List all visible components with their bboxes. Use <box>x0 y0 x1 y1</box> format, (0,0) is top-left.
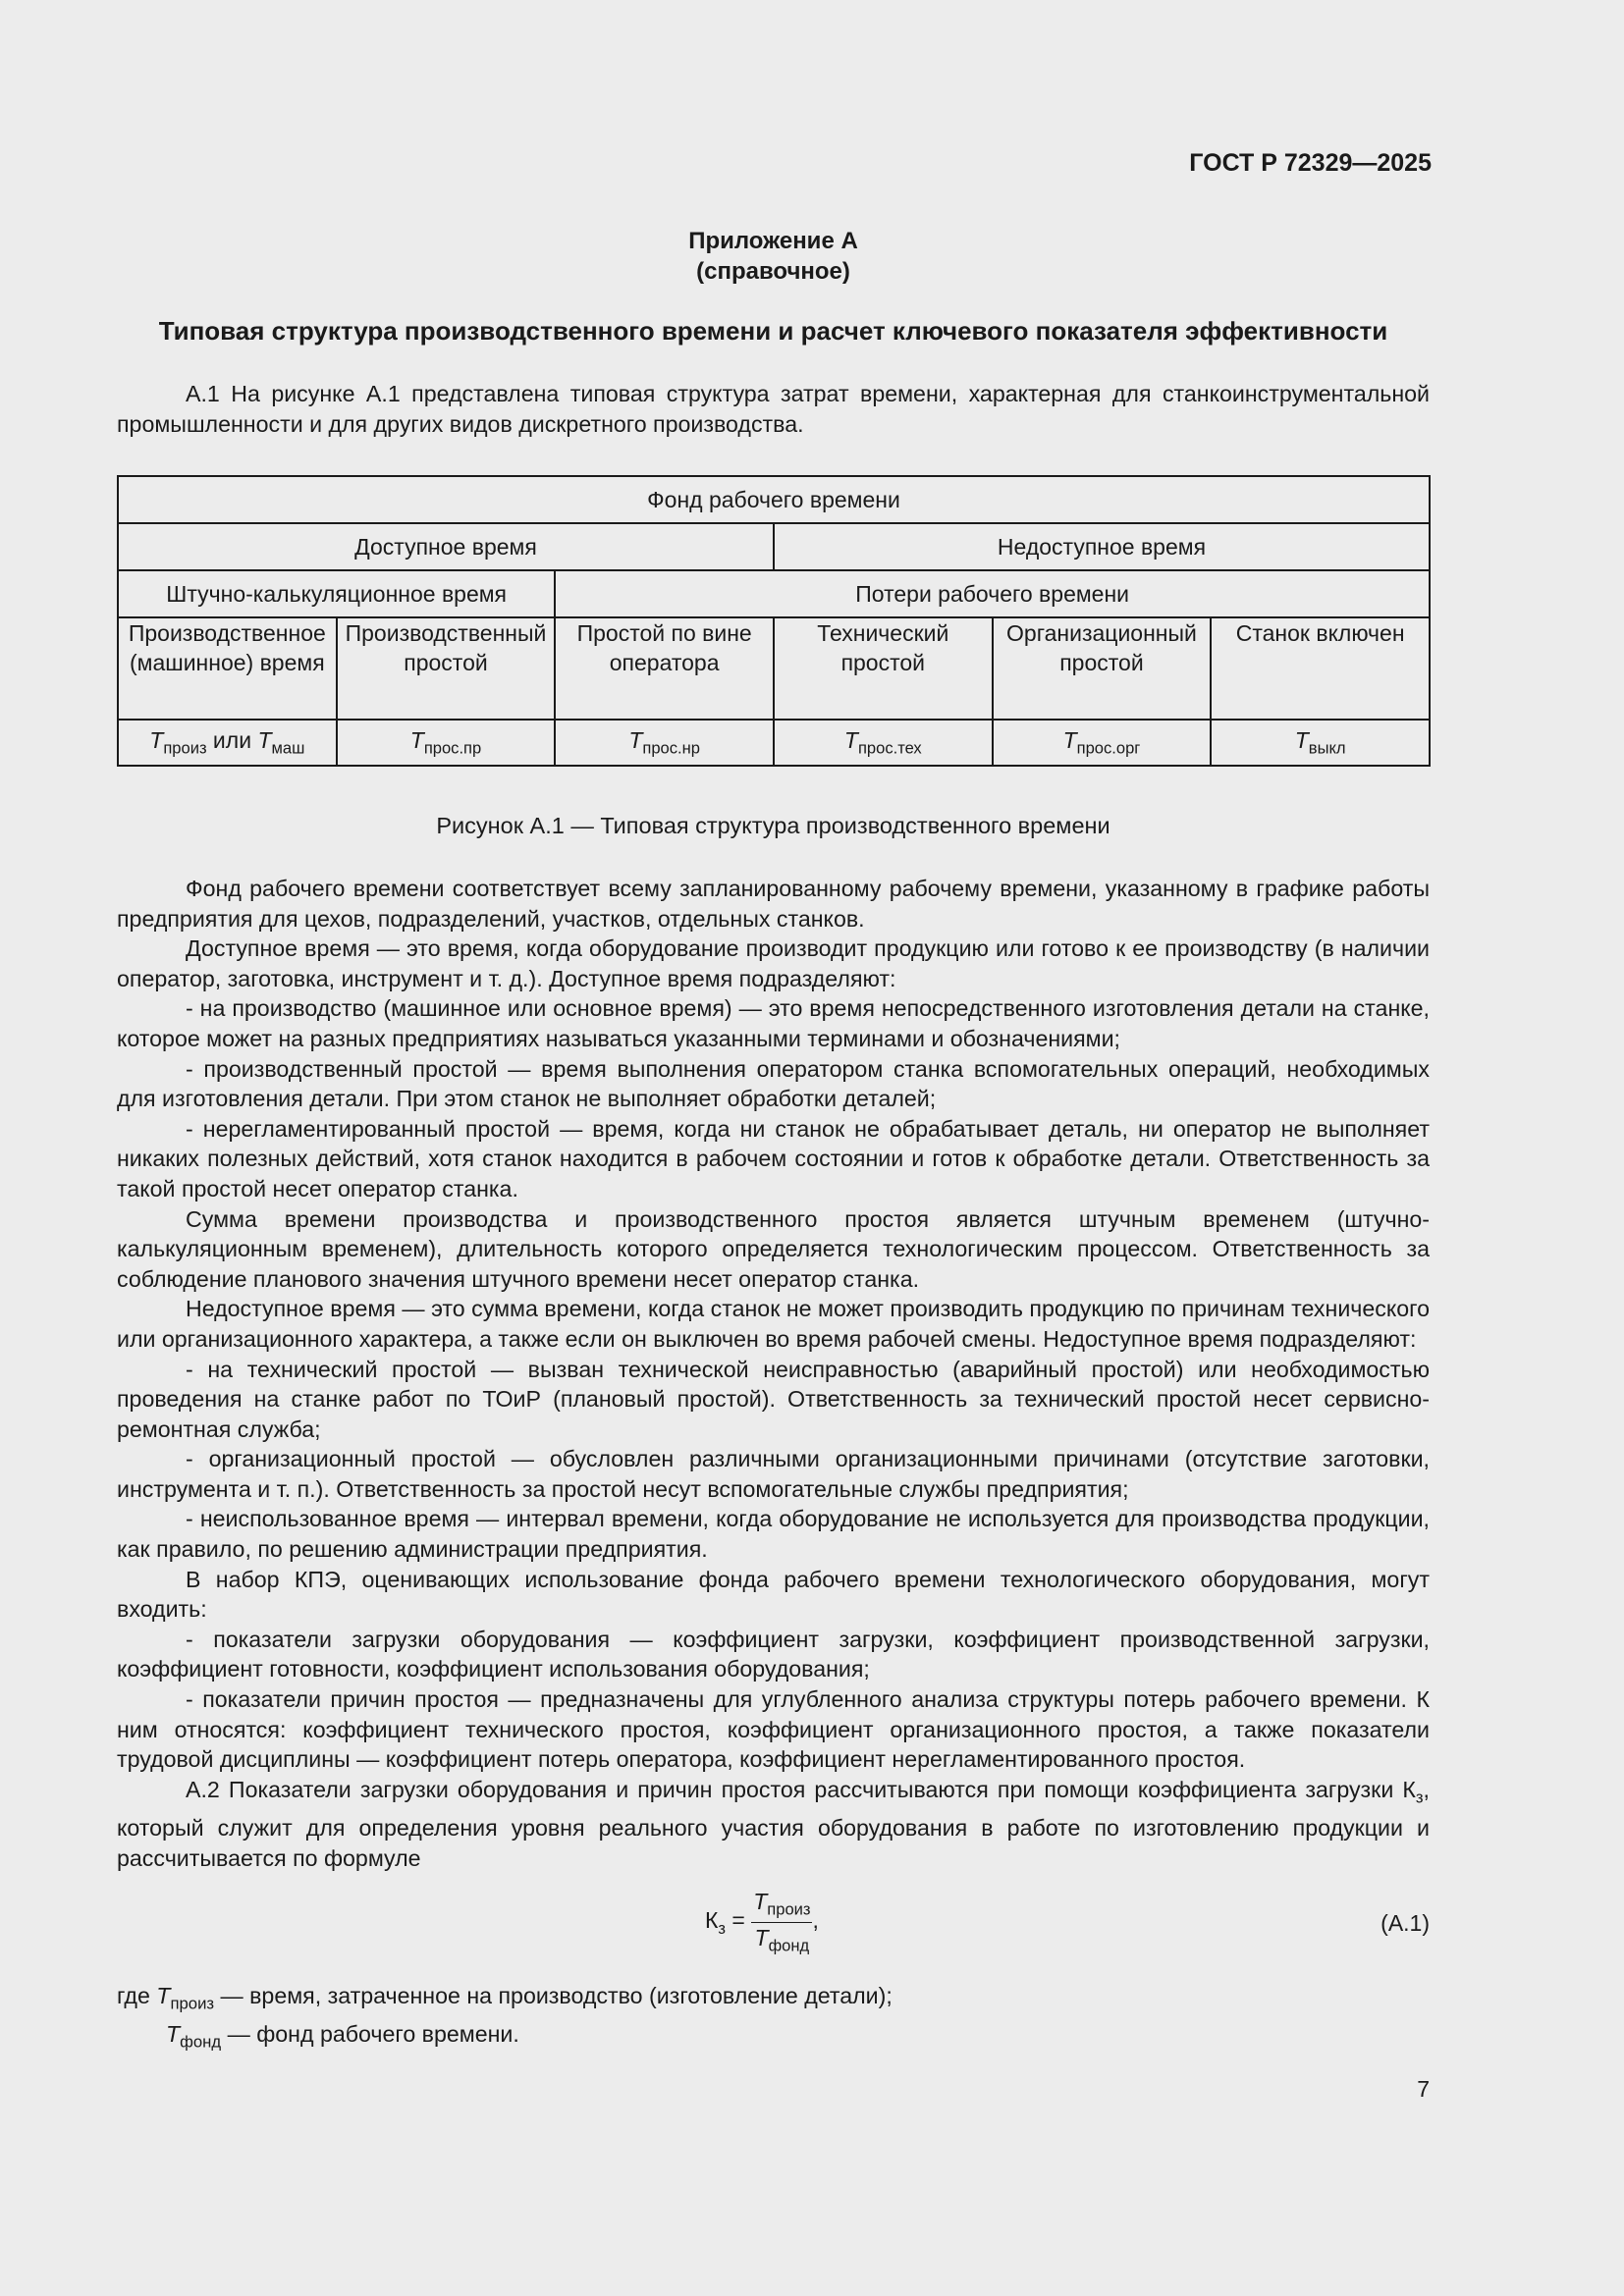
page-number: 7 <box>1417 2076 1430 2102</box>
formula-legend <box>117 1981 893 2056</box>
table-row-symbols <box>118 720 1430 766</box>
symbol-cell: $T_{прос.нр}$ <box>555 720 774 766</box>
table-row <box>118 476 1430 523</box>
table-cell: Производственный простой <box>337 617 556 720</box>
paragraph: В набор КПЭ, оценивающих использование фонда рабочего времени технологического оборудования, могут входить: <box>117 1566 1430 1623</box>
symbol-cell: $T_{произ}$ или $T_{маш}$ <box>118 720 337 766</box>
formula-number: (А.1) <box>1380 1910 1430 1936</box>
list-item: - на технический простой — вызван технической неисправностью (аварийный простой) или необходимостью проведения на станке работ по ТОиР (плановый простой). Ответственность за технический простой несет сервисно-ремонтная служба; <box>117 1356 1430 1442</box>
annex-title: Типовая структура производственного времени и расчет ключевого показателя эффективности <box>158 316 1388 346</box>
symbol-cell: $T_{прос.пр}$ <box>337 720 556 766</box>
list-item: - производственный простой — время выполнения оператором станка вспомогательных операций, необходимых для изготовления детали. При этом станок не выполняет обработки деталей; <box>117 1055 1430 1112</box>
table-cell: Станок включен <box>1211 617 1430 720</box>
table-cell-unavailable: Недоступное время <box>774 523 1430 570</box>
table-cell-available: Доступное время <box>118 523 774 570</box>
figure-caption: Рисунок А.1 — Типовая структура производственного времени <box>436 813 1110 838</box>
formula-fraction: $\frac{T_{произ}}{T_{фонд}}$ <box>753 1889 811 1955</box>
paragraph: Доступное время — это время, когда оборудование производит продукцию или готово к ее производству (в наличии оператор, заготовка, инструмент и т. д.). Доступное время подразделяют: <box>117 935 1430 991</box>
table-cell-fund: Фонд рабочего времени <box>118 476 1430 523</box>
table-cell: Организационный простой <box>993 617 1212 720</box>
symbol-cell: $T_{прос.орг}$ <box>993 720 1212 766</box>
list-item: - нерегламентированный простой — время, когда ни станок не обрабатывает деталь, ни оператор не выполняет никаких полезных действий, хотя станок находится в рабочем состоянии и готов к обработке детали. Ответственность за такой простой несет оператор станка. <box>117 1115 1430 1201</box>
body-text <box>117 874 1430 1873</box>
paragraph: Недоступное время — это сумма времени, когда станок не может производить продукцию по причинам технического или организационного характера, а также если он выключен во время рабочей смены. Недоступное время подразделяют: <box>117 1296 1430 1352</box>
paragraph: Фонд рабочего времени соответствует всему запланированному рабочему времени, указанному в графике работы предприятия для цехов, подразделений, участков, отдельных станков. <box>117 876 1430 932</box>
intro-paragraph <box>117 379 1430 439</box>
table-cell: Технический простой <box>774 617 993 720</box>
annex-type: (справочное) <box>696 258 850 285</box>
list-item: - организационный простой — обусловлен различными организационными причинами (отсутствие заготовки, инструмента и т. п.). Ответственность за простой несут вспомогательные службы предприятия; <box>117 1446 1430 1502</box>
table-cell-piece-time: Штучно-калькуляционное время <box>118 570 555 617</box>
table-cell: Простой по вине оператора <box>555 617 774 720</box>
table-row <box>118 617 1430 720</box>
legend-line: $T_{фонд}$ — фонд рабочего времени. <box>166 2020 519 2052</box>
formula-a1: $К_з$ = $\frac{T_{произ}}{T_{фонд}}$ , <box>705 1889 819 1955</box>
list-item: - показатели причин простоя — предназначены для углубленного анализа структуры потерь рабочего времени. К ним относятся: коэффициент технического простоя, коэффициент организационного простоя, а также показатели трудовой дисциплины — коэффициент потерь оператора, коэффициент нерегламентированного простоя. <box>117 1686 1430 1773</box>
intro-text: А.1 На рисунке А.1 представлена типовая структура затрат времени, характерная для станкоинструментальной промышленности и для других видов дискретного производства. <box>117 381 1430 437</box>
table-cell-losses: Потери рабочего времени <box>555 570 1430 617</box>
list-item: - на производство (машинное или основное время) — это время непосредственного изготовления детали на станке, которое может на разных предприятиях называться указанными терминами и обозначениями; <box>117 995 1430 1051</box>
list-item: - неиспользованное время — интервал времени, когда оборудование не используется для производства продукции, как правило, по решению администрации предприятия. <box>117 1506 1430 1563</box>
annex-label: Приложение А <box>688 228 858 254</box>
symbol-cell: $T_{выкл}$ <box>1211 720 1430 766</box>
legend-line: где $T_{произ}$ — время, затраченное на производство (изготовление детали); <box>117 1983 893 2013</box>
list-item: - показатели загрузки оборудования — коэффициент загрузки, коэффициент производственной загрузки, коэффициент готовности, коэффициент использования оборудования; <box>117 1626 1430 1682</box>
paragraph-a2: А.2 Показатели загрузки оборудования и причин простоя рассчитываются при помощи коэффициента загрузки $К_з$, который служит для определения уровня реального участия оборудования в работе по изготовлению продукции и рассчитывается по формуле <box>117 1776 1430 1871</box>
annex-heading <box>117 226 1430 287</box>
table-row <box>118 570 1430 617</box>
symbol-cell: $T_{прос.тех}$ <box>774 720 993 766</box>
table-cell: Производственное (машинное) время <box>118 617 337 720</box>
paragraph: Сумма времени производства и производственного простоя является штучным временем (штучно-калькуляционным временем), длительность которого определяется технологическим процессом. Ответственность за соблюдение планового значения штучного времени несет оператор станка. <box>117 1205 1430 1292</box>
time-structure-table <box>117 475 1431 767</box>
table-row <box>118 523 1430 570</box>
document-code: ГОСТ Р 72329—2025 <box>1189 149 1432 177</box>
